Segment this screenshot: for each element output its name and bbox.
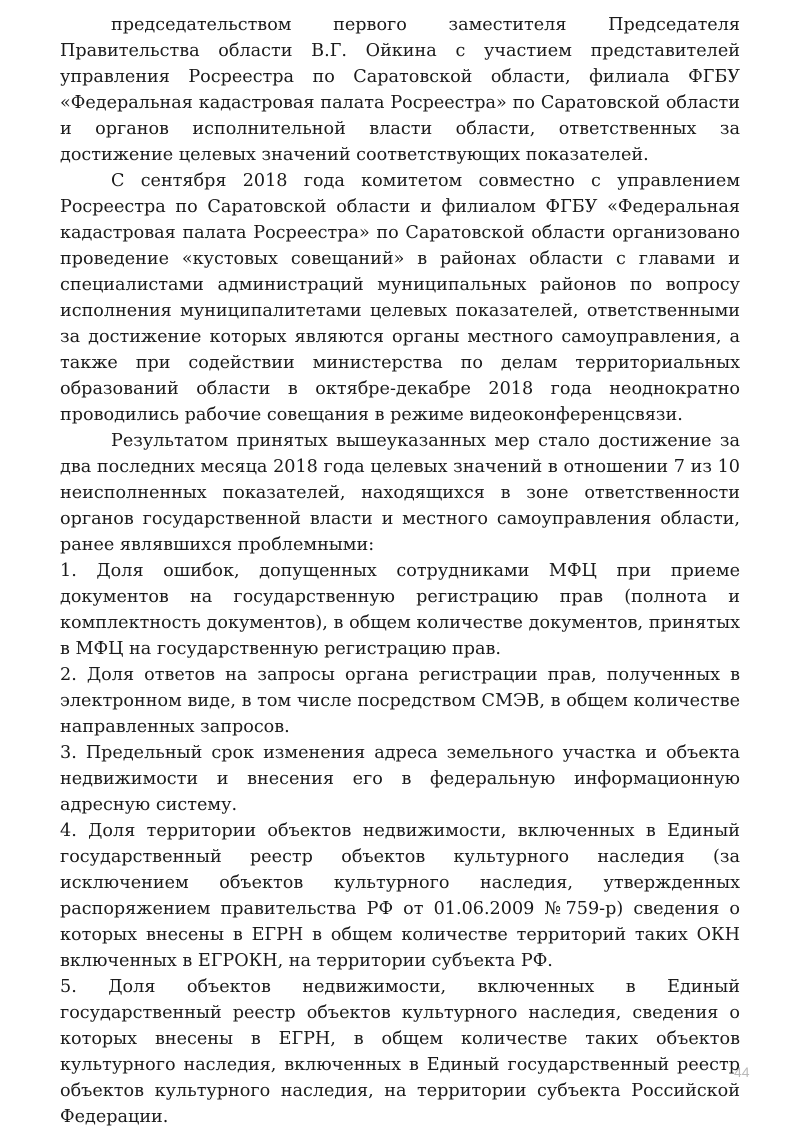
- list-item-1: 1. Доля ошибок, допущенных сотрудниками МФЦ при приеме документов на государственную регистрацию прав (полнота и комплектность документов), в общем количестве документов, принятых в МФЦ на государственную регистрацию прав.: [60, 561, 740, 659]
- list-item-2: 2. Доля ответов на запросы органа регистрации прав, полученных в электронном виде, в том числе посредством СМЭВ, в общем количестве направленных запросов.: [60, 665, 740, 737]
- list-item-4: 4. Доля территории объектов недвижимости, включенных в Единый государственный реестр объектов культурного наследия (за исключением объектов культурного наследия, утвержденных распоряжением правительства РФ от 01.06.2009 №759-р) сведения о которых внесены в ЕГРН в общем количестве территорий таких ОКН включенных в ЕГРОКН, на территории субъекта РФ.: [60, 821, 740, 971]
- page-number: 44: [734, 1064, 750, 1080]
- paragraph-continuation: председательством первого заместителя Председателя Правительства области В.Г. Ойкина с участием представителей управления Росреестра по Саратовской области, филиала ФГБУ «Федеральная кадастровая палата Росреестра» по Саратовской области и органов исполнительной власти области, ответственных за достижение целевых значений соответствующих показателей.: [60, 15, 740, 165]
- document-page: [60, 12, 740, 1130]
- list-item-3: 3. Предельный срок изменения адреса земельного участка и объекта недвижимости и внесения его в федеральную информационную адресную систему.: [60, 743, 740, 815]
- list-item-5: 5. Доля объектов недвижимости, включенных в Единый государственный реестр объектов культурного наследия, сведения о которых внесены в ЕГРН, в общем количестве таких объектов культурного наследия, включенных в Единый государственный реестр объектов культурного наследия, на территории субъекта Российской Федерации.: [60, 977, 740, 1127]
- paragraph-results: Результатом принятых вышеуказанных мер стало достижение за два последних месяца 2018 года целевых значений в отношении 7 из 10 неисполненных показателей, находящихся в зоне ответственности органов государственной власти и местного самоуправления области, ранее являвшихся проблемными:: [60, 431, 740, 555]
- paragraph-september-meetings: С сентября 2018 года комитетом совместно с управлением Росреестра по Саратовской области и филиалом ФГБУ «Федеральная кадастровая палата Росреестра» по Саратовской области организовано проведение «кустовых совещаний» в районах области с главами и специалистами администраций муниципальных районов по вопросу исполнения муниципалитетами целевых показателей, ответственными за достижение которых являются органы местного самоуправления, а также при содействии министерства по делам территориальных образований области в октябре-декабре 2018 года неоднократно проводились рабочие совещания в режиме видеоконференцсвязи.: [60, 171, 740, 425]
